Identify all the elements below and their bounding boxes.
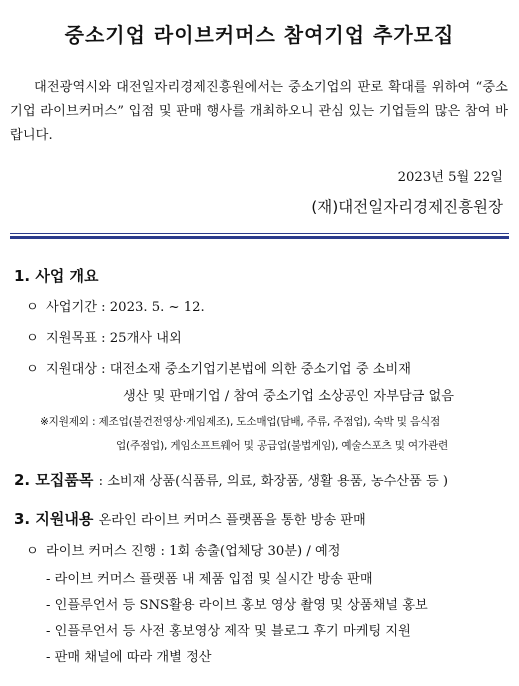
section-2-heading: 2. 모집품목 (14, 471, 94, 489)
divider-thin (10, 233, 509, 234)
organization-name: (재)대전일자리경제진흥원장 (311, 198, 503, 216)
live-commerce-item: 라이브 커머스 진행 : 1회 송출(업체당 30분) / 예정 (46, 544, 341, 559)
section-1-period (26, 296, 205, 315)
sub-item: - 라이브 커머스 플랫폼 내 제품 입점 및 실시간 방송 판매 (46, 572, 373, 587)
section-1-target (26, 358, 411, 377)
section-1-heading: 1. 사업 개요 (14, 267, 99, 285)
exclusion-note-line2: 업(주점업), 게임소프트웨어 및 공급업(불법게임), 예술스포츠 및 여가관련 (116, 440, 449, 452)
target-text-line1: 지원대상 : 대전소재 중소기업기본법에 의한 중소기업 중 소비재 (46, 362, 412, 377)
section-3-text: 온라인 라이브 커머스 플랫폼을 통한 방송 판매 (98, 513, 366, 528)
exclusion-note-line1: ※지원제외 : 제조업(불건전영상·게임제조), 도소매업(담배, 주류, 주점업), 숙박 및 음식점 (40, 416, 441, 428)
section-3 (14, 508, 366, 529)
target-text-line2: 생산 및 판매기업 / 참여 중소기업 소상공인 자부담금 없음 (123, 389, 454, 404)
sub-item: - 인플루언서 등 SNS활용 라이브 홍보 영상 촬영 및 상품채널 홍보 (46, 598, 428, 613)
page-title: 중소기업 라이브커머스 참여기업 추가모집 (64, 23, 455, 47)
section-1-goal (26, 327, 182, 346)
section-3-item (26, 540, 340, 559)
bullet-marker: ㅇ (26, 544, 39, 559)
section-2 (14, 469, 448, 490)
sub-item: - 판매 채널에 따라 개별 정산 (46, 650, 212, 665)
section-3-heading: 3. 지원내용 (14, 510, 94, 528)
sub-item: - 인플루언서 등 사전 홍보영상 제작 및 블로그 후기 마케팅 지원 (46, 624, 411, 639)
announcement-date: 2023년 5월 22일 (397, 170, 503, 185)
bullet-marker: ㅇ (26, 300, 39, 315)
bullet-marker: ㅇ (26, 331, 39, 346)
section-2-text: : 소비재 상품(식품류, 의료, 화장품, 생활 용품, 농수산품 등 ) (98, 474, 449, 489)
goal-text: 지원목표 : 25개사 내외 (46, 331, 182, 346)
intro-paragraph (10, 76, 508, 148)
bullet-marker: ㅇ (26, 362, 39, 377)
period-text: 사업기간 : 2023. 5. ~ 12. (46, 300, 205, 315)
intro-text: 대전광역시와 대전일자리경제진흥원에서는 중소기업의 판로 확대를 위하여 “중소기업 라이브커머스” 입점 및 판매 행사를 개최하오니 관심 있는 기업들의 많은 참여 바랍니다. (10, 80, 508, 143)
divider-thick (10, 236, 509, 239)
